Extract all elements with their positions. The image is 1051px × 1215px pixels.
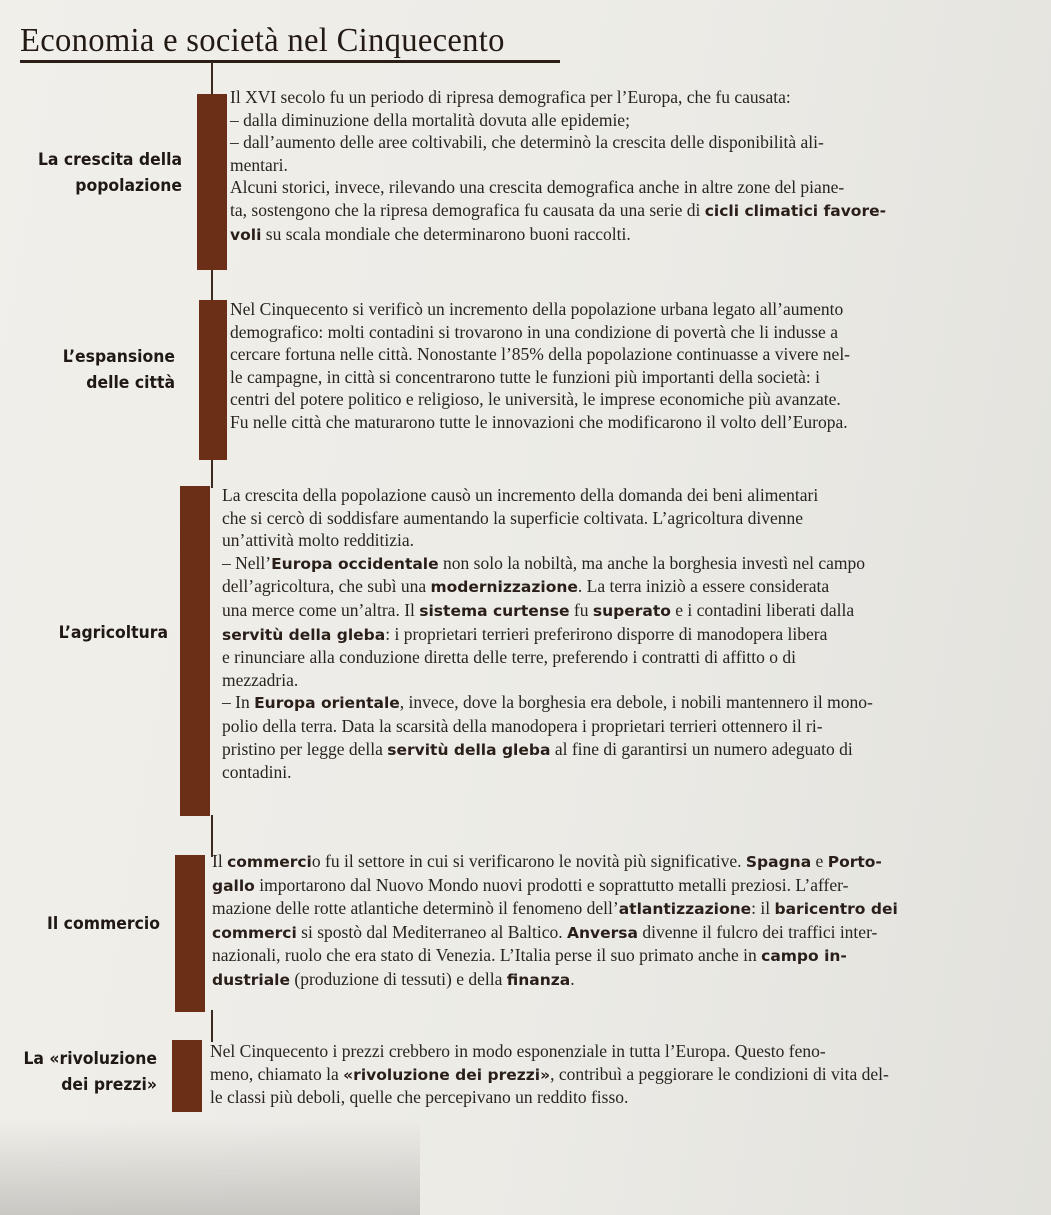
text-line: – In Europa orientale, invece, dove la borghesia era debole, i nobili mantennero il mono- xyxy=(222,692,873,713)
section-label: La crescita della popolazione xyxy=(37,150,182,196)
section-label: L’espansione delle città xyxy=(62,347,175,393)
text-line: mazione delle rotte atlantiche determinò il fenomeno dell’atlantizzazione: il baricentro dei xyxy=(212,898,898,919)
text-line: servitù della gleba: i proprietari terrieri preferirono disporre di manodopera libera xyxy=(222,623,828,644)
text-line: gallo importarono dal Nuovo Mondo nuovi prodotti e soprattutto metalli preziosi. L’affer- xyxy=(212,874,849,895)
text-line: cercare fortuna nelle città. Nonostante l’85% della popolazione continuasse a vivere nel- xyxy=(230,344,851,365)
text-line: commerci si spostò dal Mediterraneo al Baltico. Anversa divenne il fulcro dei traffici inter- xyxy=(212,921,878,942)
text-line: le classi più deboli, quelle che percepivano un reddito fisso. xyxy=(210,1087,629,1108)
text-line: mezzadria. xyxy=(222,669,299,690)
text-line: – dalla diminuzione della mortalità dovuta alle epidemie; xyxy=(230,109,630,130)
timeline-line xyxy=(211,458,213,488)
section-label: Il commercio xyxy=(47,914,160,934)
timeline-line xyxy=(211,268,213,302)
section-label: La «rivoluzione dei prezzi» xyxy=(23,1049,158,1095)
text-line: Fu nelle città che maturarono tutte le innovazioni che modificarono il volto dell’Europa. xyxy=(230,411,848,432)
section-text-popolazione xyxy=(230,86,990,246)
timeline-line xyxy=(211,1010,213,1042)
text-line: Il XVI secolo fu un periodo di ripresa demografica per l’Europa, che fu causata: xyxy=(230,87,791,107)
text-line: voli su scala mondiale che determinarono buoni raccolti. xyxy=(230,223,631,244)
text-line: La crescita della popolazione causò un incremento della domanda dei beni alimentari xyxy=(222,485,819,505)
text-line: mentari. xyxy=(230,154,288,175)
text-line: demografico: molti contadini si trovarono in una condizione di povertà che li indusse a xyxy=(230,321,838,342)
section-bar-prezzi xyxy=(172,1040,202,1112)
text-line: una merce come un’altra. Il sistema curtense fu superato e i contadini liberati dalla xyxy=(222,599,855,620)
page-title: Economia e società nel Cinquecento xyxy=(20,22,505,59)
text-line: un’attività molto redditizia. xyxy=(222,530,414,551)
text-line: pristino per legge della servitù della gleba al fine di garantirsi un numero adeguato di xyxy=(222,738,853,759)
text-line: che si cercò di soddisfare aumentando la superficie coltivata. L’agricoltura divenne xyxy=(222,507,803,528)
text-line: polio della terra. Data la scarsità della manodopera i proprietari terrieri ottennero il ri- xyxy=(222,715,823,736)
text-line: le campagne, in città si concentrarono tutte le funzioni più importanti della società: i xyxy=(230,366,820,387)
section-text-agricoltura xyxy=(222,484,987,784)
text-line: nazionali, ruolo che era stato di Venezia. L’Italia perse il suo primato anche in campo in- xyxy=(212,945,847,966)
text-line: e rinunciare alla conduzione diretta delle terre, preferendo i contratti di affitto o di xyxy=(222,647,797,668)
text-line: Nel Cinquecento i prezzi crebbero in modo esponenziale in tutta l’Europa. Questo feno- xyxy=(210,1041,826,1061)
text-line: Il commercio fu il settore in cui si verificarono le novità più significative. Spagna e Porto- xyxy=(212,851,882,871)
text-line: – Nell’Europa occidentale non solo la nobiltà, ma anche la borghesia investì nel campo xyxy=(222,552,866,573)
title-underline xyxy=(20,60,560,63)
section-bar-commercio xyxy=(175,855,205,1012)
section-bar-agricoltura xyxy=(180,486,210,816)
text-line: contadini. xyxy=(222,762,292,783)
text-line: meno, chiamato la «rivoluzione dei prezzi», contribuì a peggiorare le condizioni di vita del- xyxy=(210,1063,889,1084)
text-line: – dall’aumento delle aree coltivabili, che determinò la crescita delle disponibilità ali- xyxy=(230,132,824,153)
section-label: L’agricoltura xyxy=(58,623,169,643)
section-text-citta xyxy=(230,298,990,434)
section-text-prezzi xyxy=(210,1040,990,1109)
page-shadow xyxy=(0,1120,420,1215)
text-line: Alcuni storici, invece, rilevando una crescita demografica anche in altre zone del piane- xyxy=(230,177,845,198)
section-text-commercio xyxy=(212,850,984,992)
text-line: centri del potere politico e religioso, le università, le imprese economiche più avanzate. xyxy=(230,389,841,410)
text-line: Nel Cinquecento si verificò un incremento della popolazione urbana legato all’aumento xyxy=(230,299,844,319)
timeline-line xyxy=(211,62,213,96)
text-line: dustriale (produzione di tessuti) e della finanza. xyxy=(212,968,575,989)
text-line: ta, sostengono che la ripresa demografica fu causata da una serie di cicli climatici favore- xyxy=(230,199,887,220)
section-bar-popolazione xyxy=(197,94,227,270)
text-line: dell’agricoltura, che subì una modernizzazione. La terra iniziò a essere considerata xyxy=(222,576,830,597)
section-bar-citta xyxy=(199,300,227,460)
